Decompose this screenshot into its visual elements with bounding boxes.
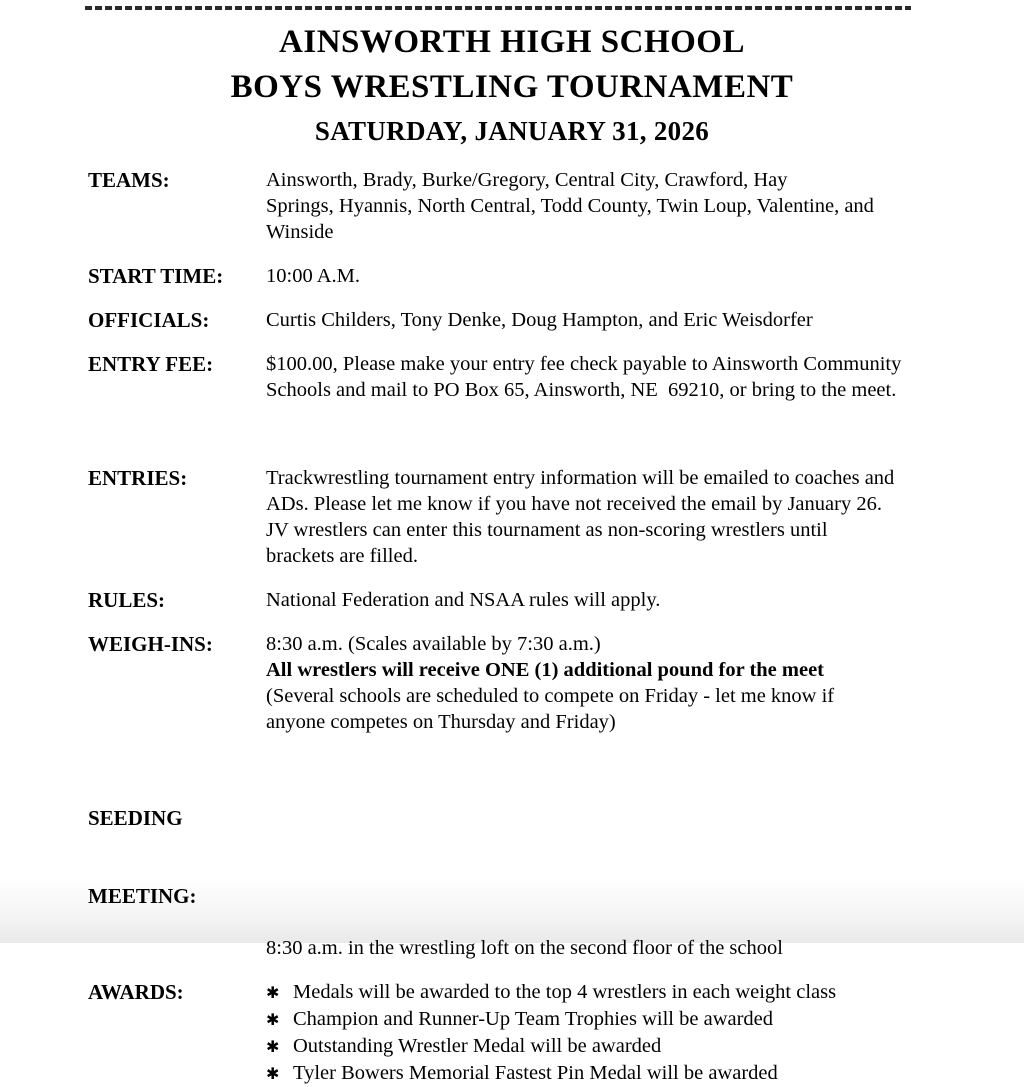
award-item xyxy=(266,1006,1000,1033)
start-time-value xyxy=(266,263,1000,289)
entries-line: brackets are filled. xyxy=(266,545,418,567)
entries-line: Trackwrestling tournament entry information will be emailed to coaches and xyxy=(266,467,895,489)
award-item xyxy=(266,979,1000,1006)
award-item-text: Tyler Bowers Memorial Fastest Pin Medal will be awarded xyxy=(293,1062,778,1084)
section-start-time xyxy=(88,263,1000,289)
weigh-ins-line: 8:30 a.m. (Scales available by 7:30 a.m.) xyxy=(266,633,601,655)
weigh-ins-value xyxy=(266,631,1000,735)
section-officials xyxy=(88,307,1000,333)
weigh-ins-line: anyone competes on Thursday and Friday) xyxy=(266,711,616,733)
title-event-date: SATURDAY, JANUARY 31, 2026 xyxy=(314,116,710,146)
entries-value xyxy=(266,465,1000,569)
teams-line: Winside xyxy=(266,221,334,243)
section-teams xyxy=(88,167,1000,245)
award-item xyxy=(266,1060,1000,1087)
officials-label: OFFICIALS: xyxy=(88,308,210,332)
seeding-meeting-label xyxy=(88,753,266,961)
entries-label: ENTRIES: xyxy=(88,466,188,490)
entry-fee-line: Schools and mail to PO Box 65, Ainsworth, NE 69210, or bring to the meet. xyxy=(266,379,897,401)
weigh-ins-bold-note: All wrestlers will receive ONE (1) additional pound for the meet xyxy=(266,659,824,681)
rules-label: RULES: xyxy=(88,588,166,612)
teams-value xyxy=(266,167,1000,245)
rules-value xyxy=(266,587,1000,613)
section-entry-fee xyxy=(88,351,1000,403)
entries-line: JV wrestlers can enter this tournament as non-scoring wrestlers until xyxy=(266,519,828,541)
awards-value xyxy=(266,979,1000,1087)
teams-line: Springs, Hyannis, North Central, Todd County, Twin Loup, Valentine, and xyxy=(266,195,874,217)
section-awards xyxy=(88,979,1000,1087)
weigh-ins-label: WEIGH-INS: xyxy=(88,632,213,656)
dashed-separator xyxy=(85,6,911,10)
asterisk-bullet-icon: ✱ xyxy=(266,1037,280,1056)
rules-text: National Federation and NSAA rules will apply. xyxy=(266,589,661,611)
section-seeding-meeting xyxy=(88,753,1000,961)
meeting-label-line: MEETING: xyxy=(88,884,197,908)
document-header xyxy=(0,0,1024,152)
officials-text: Curtis Childers, Tony Denke, Doug Hampton, and Eric Weisdorfer xyxy=(266,309,813,331)
section-rules xyxy=(88,587,1000,613)
entry-fee-label: ENTRY FEE: xyxy=(88,352,214,376)
seeding-meeting-value xyxy=(266,935,1000,961)
entry-fee-value xyxy=(266,351,1000,403)
awards-label: AWARDS: xyxy=(88,980,184,1004)
entries-line: ADs. Please let me know if you have not received the email by January 26. xyxy=(266,493,882,515)
section-weigh-ins xyxy=(88,631,1000,735)
award-item-text: Medals will be awarded to the top 4 wrestlers in each weight class xyxy=(293,981,837,1003)
title-school-name: AINSWORTH HIGH SCHOOL xyxy=(279,24,745,60)
award-item-text: Champion and Runner-Up Team Trophies will be awarded xyxy=(293,1008,774,1030)
title-event-name: BOYS WRESTLING TOURNAMENT xyxy=(230,69,794,105)
seeding-label-line: SEEDING xyxy=(88,806,183,830)
asterisk-bullet-icon: ✱ xyxy=(266,1010,280,1029)
weigh-ins-line: (Several schools are scheduled to compete on Friday - let me know if xyxy=(266,685,835,707)
award-item xyxy=(266,1033,1000,1060)
teams-line: Ainsworth, Brady, Burke/Gregory, Central City, Crawford, Hay xyxy=(266,169,788,191)
asterisk-bullet-icon: ✱ xyxy=(266,983,280,1002)
entry-fee-line: $100.00, Please make your entry fee check payable to Ainsworth Community xyxy=(266,353,902,375)
start-time-label: START TIME: xyxy=(88,264,224,288)
award-item-text: Outstanding Wrestler Medal will be awarded xyxy=(293,1035,662,1057)
section-entries xyxy=(88,465,1000,569)
asterisk-bullet-icon: ✱ xyxy=(266,1064,280,1083)
seeding-meeting-text: 8:30 a.m. in the wrestling loft on the second floor of the school xyxy=(266,937,783,959)
teams-label: TEAMS: xyxy=(88,168,170,192)
document-body xyxy=(0,167,1024,1087)
start-time-text: 10:00 A.M. xyxy=(266,265,360,287)
officials-value xyxy=(266,307,1000,333)
